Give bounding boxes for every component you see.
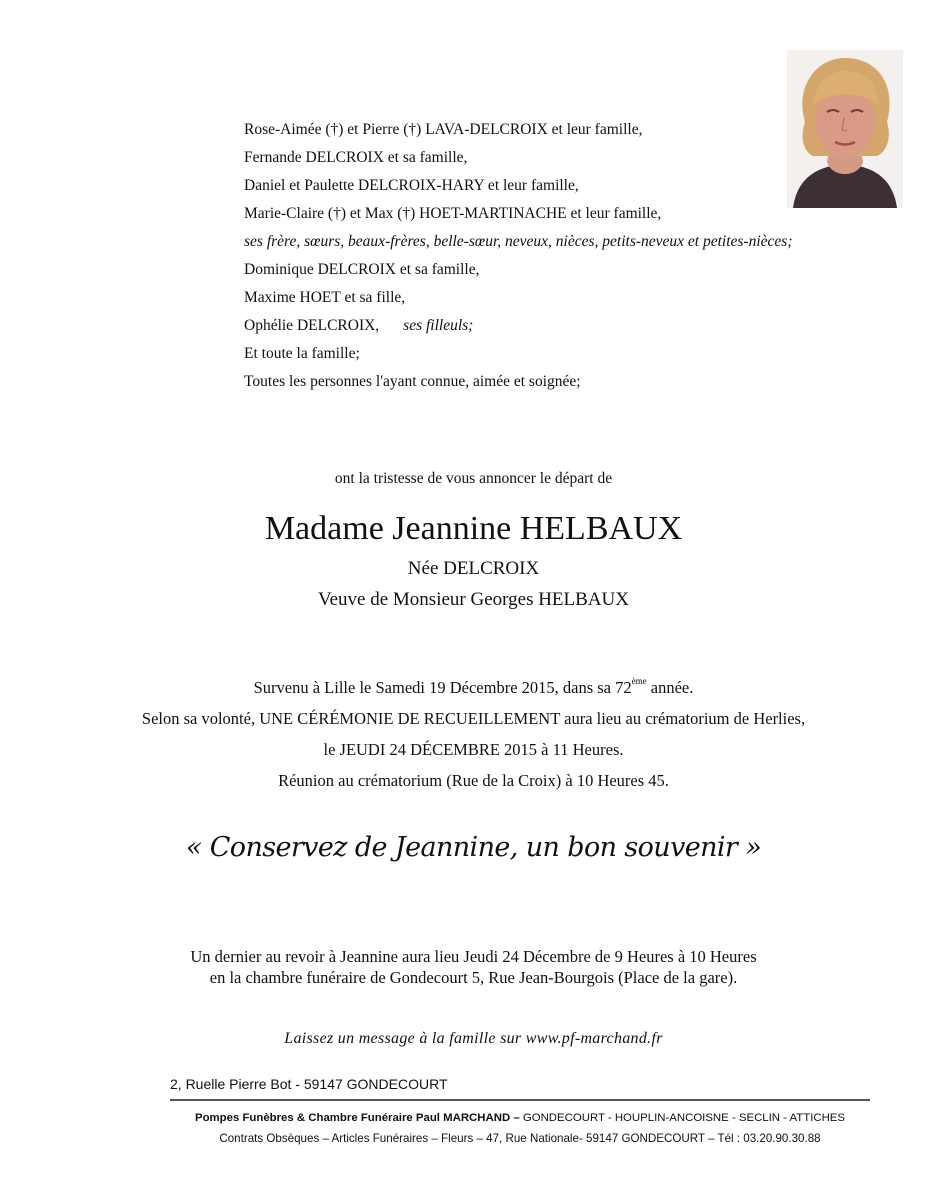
footer-divider [170,1099,870,1101]
ceremony-date: le JEUDI 24 DÉCEMBRE 2015 à 11 Heures. [323,740,624,759]
family-list [244,116,793,396]
filleuls-label: ses filleuls; [403,317,474,334]
family-line: Dominique DELCROIX et sa famille, [244,261,480,278]
condolence-message-link[interactable]: Laissez un message à la famille sur www.pf-marchand.fr [284,1030,663,1047]
filleul-name: Ophélie DELCROIX, [244,317,380,334]
family-line: Toutes les personnes l'ayant connue, aimée et soignée; [244,373,581,390]
farewell-line-2: en la chambre funéraire de Gondecourt 5, Rue Jean-Bourgois (Place de la gare). [209,968,738,987]
portrait-image [787,50,903,208]
family-line-filleuls [244,312,793,340]
death-details-text: Survenu à Lille le Samedi 19 Décembre 2015, dans sa 72 [253,678,632,697]
footer-address: 2, Ruelle Pierre Bot - 59147 GONDECOURT [170,1076,448,1092]
deceased-name: Madame Jeannine HELBAUX [264,510,683,547]
ceremony-details: Selon sa volonté, UNE CÉRÉMONIE DE RECUEILLEMENT aura lieu au crématorium de Herlies, [141,709,806,728]
company-name: Pompes Funèbres & Chambre Funéraire Paul MARCHAND – [194,1112,523,1124]
family-line: Maxime HOET et sa fille, [244,289,406,306]
footer-services: Contrats Obsèques – Articles Funéraires – Fleurs – 47, Rue Nationale- 59147 GONDECOURT – Tél : 03.20.90.30.88 [219,1132,821,1145]
family-line: Fernande DELCROIX et sa famille, [244,149,468,166]
widow-of: Veuve de Monsieur Georges HELBAUX [318,589,629,610]
death-details-end: année. [646,678,694,697]
family-line: ses frère, sœurs, beaux-frères, belle-sœur, neveux, nièces, petits-neveux et petites-nièces; [244,233,793,250]
family-line: Marie-Claire (†) et Max (†) HOET-MARTINACHE et leur famille, [244,205,662,222]
family-line: Et toute la famille; [244,345,360,362]
company-locations: GONDECOURT - HOUPLIN-ANCOISNE - SECLIN - ATTICHES [522,1112,845,1124]
meeting-details: Réunion au crématorium (Rue de la Croix) à 10 Heures 45. [278,771,669,790]
family-line: Rose-Aimée (†) et Pierre (†) LAVA-DELCROIX et leur famille, [244,121,643,138]
farewell-line-1: Un dernier au revoir à Jeannine aura lieu Jeudi 24 Décembre de 9 Heures à 10 Heures [190,947,757,966]
announcement-text: ont la tristesse de vous annoncer le départ de [334,470,613,487]
death-details [0,678,947,698]
footer-company [170,1112,870,1124]
portrait-photo [787,50,903,208]
maiden-name: Née DELCROIX [407,558,540,579]
family-line: Daniel et Paulette DELCROIX-HARY et leur famille, [244,177,579,194]
memorial-quote: « Conservez de Jeannine, un bon souvenir » [185,832,762,863]
ordinal-suffix: ème [631,676,647,686]
